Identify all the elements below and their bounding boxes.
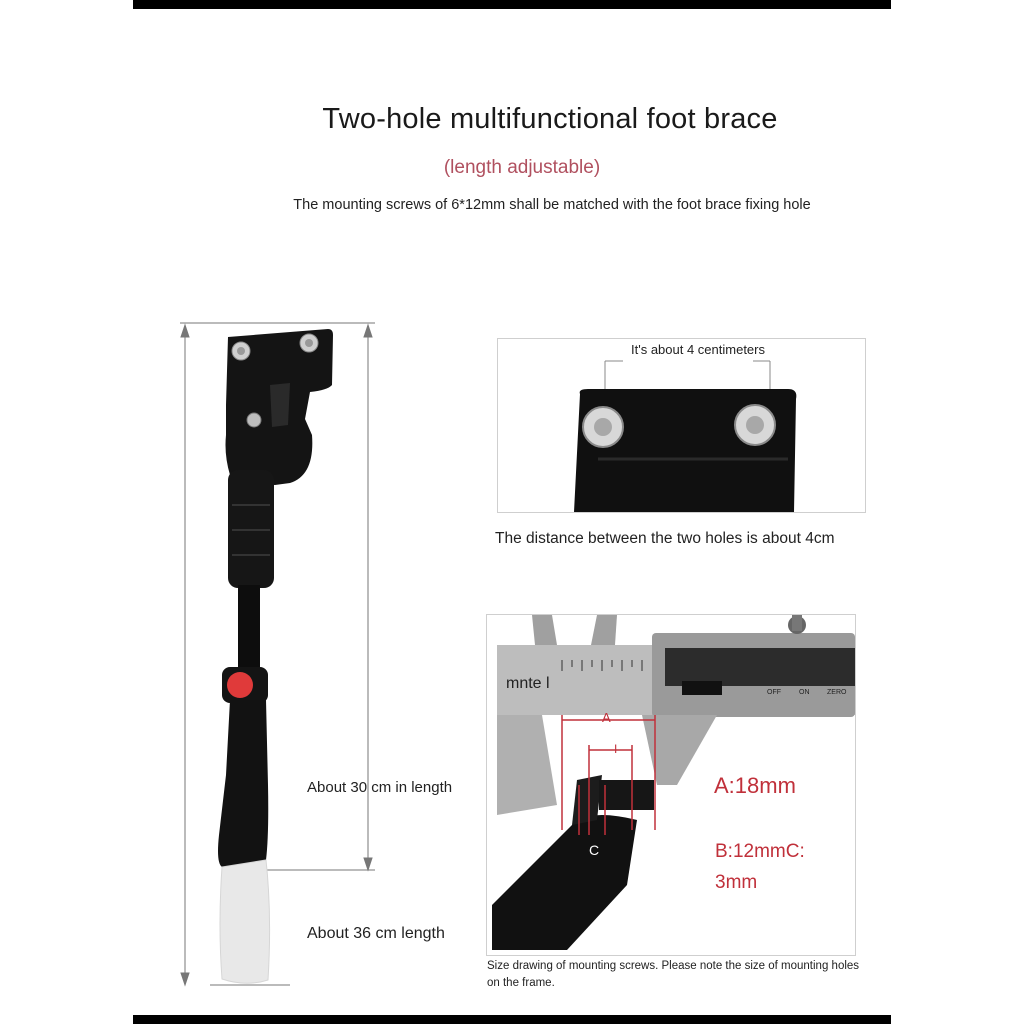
caliper-zero-button: ZERO — [827, 689, 847, 696]
holes-closeup-photo — [497, 338, 866, 513]
dimension-c-label: C — [589, 842, 600, 858]
measurement-a: A:18mm — [714, 773, 796, 798]
length-label-36cm: About 36 cm length — [307, 925, 445, 942]
caliper-on-button: ON — [799, 689, 810, 696]
measurement-b-c: B:12mmC: 3mm — [715, 841, 805, 893]
kickstand-drawing — [170, 315, 390, 995]
caliper-drawing — [487, 615, 855, 955]
caliper-caption: Size drawing of mounting screws. Please note the size of mounting holes on the frame. — [487, 960, 860, 989]
page-title: Two-hole multifunctional foot brace — [322, 103, 778, 135]
top-black-bar — [133, 0, 891, 9]
bracket-drawing — [498, 339, 865, 512]
length-label-30cm: About 30 cm in length — [307, 779, 453, 796]
page-description: The mounting screws of 6*12mm shall be matched with the foot brace fixing hole — [293, 197, 811, 213]
holes-caption: The distance between the two holes is about 4cm — [495, 530, 835, 547]
dimension-a-label: A — [602, 710, 611, 725]
caliper-measurement-photo — [486, 614, 856, 956]
bottom-black-bar — [133, 1015, 891, 1024]
kickstand-image — [170, 315, 390, 995]
caliper-off-button: OFF — [767, 689, 781, 696]
caliper-brand: mnte l — [506, 675, 550, 692]
hole-distance-callout: It's about 4 centimeters — [629, 340, 767, 360]
dimension-b-label: I — [614, 742, 618, 756]
page-subtitle: (length adjustable) — [443, 157, 601, 178]
